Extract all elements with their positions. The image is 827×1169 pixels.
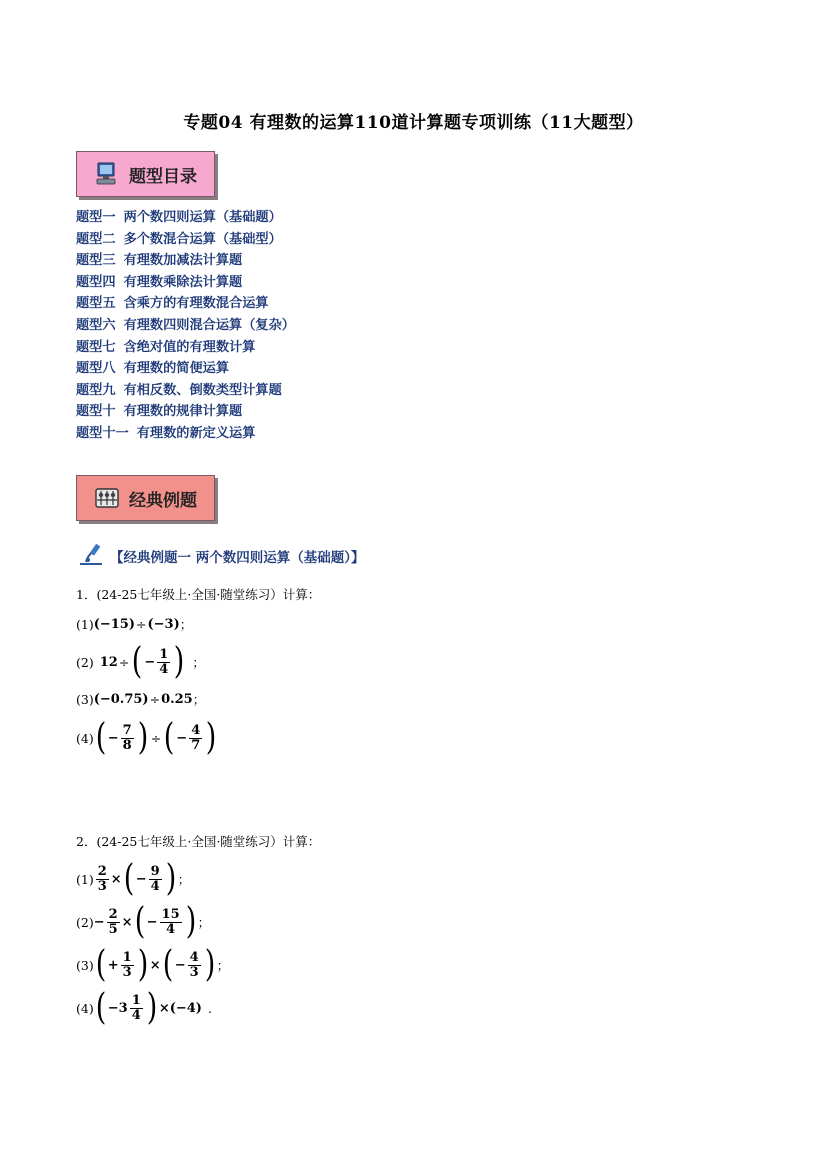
punctuation: ； bbox=[216, 958, 230, 973]
toc-item[interactable] bbox=[76, 207, 295, 229]
toc-text: 有理数乘除法计算题 bbox=[123, 274, 243, 290]
toc-text: 有理数的规律计算题 bbox=[123, 404, 243, 420]
toc-key: 题型十一 bbox=[76, 425, 129, 441]
toc-badge bbox=[76, 151, 215, 197]
fraction: $\frac{15}{4}$ bbox=[161, 906, 180, 937]
fraction: $\frac{2}{3}$ bbox=[97, 863, 107, 894]
item-label: (4) bbox=[76, 1000, 94, 1016]
operator: × bbox=[149, 957, 161, 973]
operator: × bbox=[121, 914, 133, 930]
item-label: (2) bbox=[76, 914, 94, 930]
operand: (−4) bbox=[169, 1000, 202, 1016]
toc-item[interactable] bbox=[76, 401, 295, 423]
paren-group: ( − $\frac{4}{7}$ ) bbox=[164, 717, 217, 758]
toc-key: 题型二 bbox=[76, 231, 116, 247]
q1-item-1 bbox=[76, 613, 192, 635]
operator: ÷ bbox=[149, 691, 161, 707]
fraction: $\frac{4}{3}$ bbox=[189, 949, 199, 980]
paren-group: ( + $\frac{1}{3}$ ) bbox=[95, 944, 149, 985]
toc-text: 有相反数、倒数类型计算题 bbox=[123, 382, 282, 398]
q1-item-3 bbox=[76, 688, 205, 710]
whole-part: −3 bbox=[107, 1000, 128, 1016]
paren-group: ( − $\frac{7}{8}$ ) bbox=[95, 717, 149, 758]
toc-text: 有理数四则混合运算（复杂） bbox=[123, 317, 295, 333]
item-label: (4) bbox=[76, 730, 94, 746]
sign: − bbox=[135, 871, 147, 887]
toc-item[interactable] bbox=[76, 293, 295, 315]
punctuation: ； bbox=[197, 915, 211, 930]
computer-icon bbox=[93, 160, 121, 188]
toc-item[interactable] bbox=[76, 272, 295, 294]
toc-item[interactable] bbox=[76, 229, 295, 251]
paren-group: ( − $\frac{1}{4}$ ) bbox=[132, 641, 185, 682]
sign: − bbox=[107, 730, 119, 746]
toc-item[interactable] bbox=[76, 250, 295, 272]
toc-badge-label: 题型目录 bbox=[129, 166, 197, 187]
q2-item-1 bbox=[76, 860, 190, 898]
sign: − bbox=[146, 914, 158, 930]
toc-key: 题型四 bbox=[76, 274, 116, 290]
q2-item-4 bbox=[76, 989, 212, 1027]
toc-item[interactable] bbox=[76, 315, 295, 337]
paren-group: ( − $\frac{9}{4}$ ) bbox=[123, 858, 176, 899]
operand: 0.25 bbox=[161, 691, 193, 707]
operator: × bbox=[158, 1000, 170, 1016]
q1-item-2 bbox=[76, 643, 205, 681]
toc-item[interactable] bbox=[76, 423, 295, 445]
fraction: $\frac{1}{3}$ bbox=[122, 949, 132, 980]
punctuation: ； bbox=[179, 617, 193, 632]
fraction: $\frac{1}{4}$ bbox=[159, 646, 169, 677]
question-2-prompt: 2．(24-25七年级上·全国·随堂练习）计算： bbox=[76, 834, 321, 849]
item-label: (1) bbox=[76, 616, 94, 632]
toc-text: 有理数加减法计算题 bbox=[123, 253, 243, 269]
q2-item-2 bbox=[76, 903, 210, 941]
sign: − bbox=[174, 957, 186, 973]
operator: ÷ bbox=[136, 616, 147, 632]
examples-badge-label: 经典例题 bbox=[129, 490, 197, 511]
toc-list bbox=[76, 207, 295, 445]
q2-item-3 bbox=[76, 946, 229, 984]
toc-item[interactable] bbox=[76, 337, 295, 359]
microscope-icon bbox=[76, 542, 106, 570]
toc-key: 题型九 bbox=[76, 382, 116, 398]
operator: ÷ bbox=[118, 654, 130, 670]
document-title: 专题04 有理数的运算110道计算题专项训练（11大题型） bbox=[183, 113, 644, 133]
toc-text: 含绝对值的有理数计算 bbox=[123, 339, 256, 355]
sign: − bbox=[144, 654, 156, 670]
operator: × bbox=[110, 871, 122, 887]
toc-key: 题型五 bbox=[76, 296, 116, 312]
sign: − bbox=[93, 914, 105, 930]
item-label: (3) bbox=[76, 957, 94, 973]
toc-text: 多个数混合运算（基础型） bbox=[123, 231, 282, 247]
punctuation: ； bbox=[177, 872, 191, 887]
toc-item[interactable] bbox=[76, 380, 295, 402]
toc-key: 题型一 bbox=[76, 210, 116, 225]
toc-key: 题型八 bbox=[76, 361, 116, 377]
fraction: $\frac{7}{8}$ bbox=[122, 722, 132, 753]
q1-item-4 bbox=[76, 719, 218, 757]
toc-item[interactable] bbox=[76, 358, 295, 380]
toc-text: 两个数四则运算（基础题） bbox=[123, 210, 282, 225]
toc-text: 有理数的新定义运算 bbox=[136, 425, 256, 441]
question-1-prompt: 1．(24-25七年级上·全国·随堂练习）计算： bbox=[76, 587, 321, 602]
punctuation: . bbox=[207, 1000, 212, 1016]
operator: ÷ bbox=[150, 730, 162, 746]
operand: (−15) bbox=[93, 616, 136, 632]
fraction: $\frac{1}{4}$ bbox=[131, 992, 141, 1023]
toc-text: 有理数的简便运算 bbox=[123, 361, 230, 377]
paren-group: ( − $\frac{4}{3}$ ) bbox=[162, 944, 215, 985]
sign: − bbox=[176, 730, 188, 746]
fraction: $\frac{2}{5}$ bbox=[108, 906, 118, 937]
fraction: $\frac{4}{7}$ bbox=[191, 722, 201, 753]
section-heading bbox=[76, 542, 364, 570]
item-label: (2) bbox=[76, 654, 94, 670]
sign: + bbox=[107, 957, 119, 973]
toc-text: 含乘方的有理数混合运算 bbox=[123, 296, 269, 312]
examples-badge bbox=[76, 475, 215, 521]
abacus-icon bbox=[93, 484, 121, 512]
toc-key: 题型七 bbox=[76, 339, 116, 355]
paren-group: ( − $\frac{15}{4}$ ) bbox=[134, 901, 196, 942]
operand: (−3) bbox=[147, 616, 180, 632]
toc-key: 题型三 bbox=[76, 253, 116, 269]
paren-group: ( −3 $\frac{1}{4}$ ) bbox=[95, 987, 158, 1028]
punctuation: ； bbox=[192, 692, 206, 707]
section-title: 【经典例题一 两个数四则运算（基础题）】 bbox=[110, 550, 365, 566]
punctuation: ； bbox=[192, 655, 205, 670]
fraction: $\frac{9}{4}$ bbox=[150, 863, 160, 894]
toc-key: 题型十 bbox=[76, 404, 116, 420]
item-label: (1) bbox=[76, 871, 94, 887]
item-label: (3) bbox=[76, 691, 94, 707]
toc-key: 题型六 bbox=[76, 317, 116, 333]
operand: (−0.75) bbox=[93, 691, 149, 707]
operand: 12 bbox=[99, 654, 118, 670]
